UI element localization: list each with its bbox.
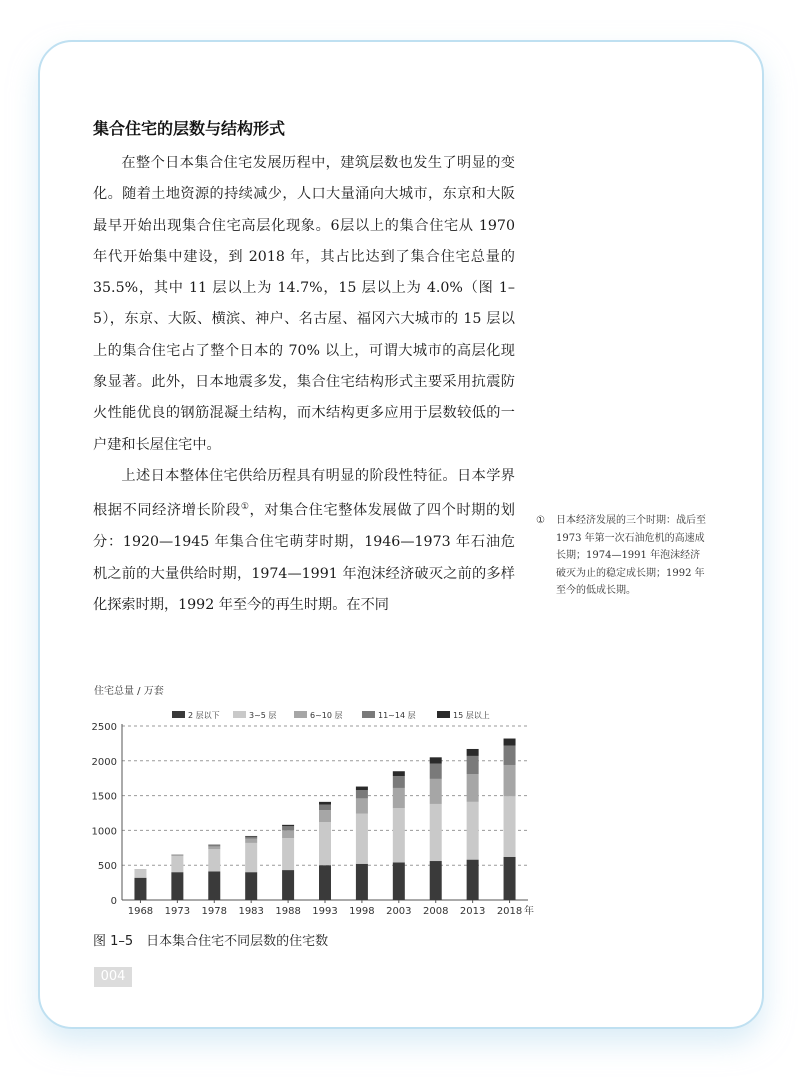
y-axis-label: 住宅总量 / 万套: [94, 686, 164, 697]
bar-segment: [430, 861, 442, 900]
bar-segment: [504, 796, 516, 857]
x-tick-label: 2003: [386, 906, 412, 917]
y-tick-label: 1500: [91, 791, 117, 803]
bar-segment: [319, 865, 331, 900]
chart-svg: [80, 678, 540, 928]
bar-segment: [319, 810, 331, 822]
bar-segment: [245, 872, 257, 900]
bar-segment: [393, 862, 405, 900]
bar-segment: [356, 787, 368, 790]
bar-segment: [171, 872, 183, 900]
legend-swatch: [294, 711, 307, 718]
section-heading: 集合住宅的层数与结构形式: [93, 119, 286, 138]
bar-segment: [467, 756, 479, 774]
bar-segment: [134, 870, 146, 878]
bar-segment: [504, 739, 516, 746]
bar-segment: [393, 771, 405, 776]
bar-segment: [282, 826, 294, 830]
footnote-text: 日本经济发展的三个时期：战后至 1973 年第一次石油危机的高速成长期；1974—1991 年泡沫经济破灭为止的稳定成长期；1992 年至今的低成长期。: [556, 515, 706, 596]
bar-segment: [430, 757, 442, 763]
bar-segment: [467, 860, 479, 900]
footnote-reference[interactable]: ①: [240, 502, 250, 513]
legend-label: 6~10 层: [310, 711, 343, 720]
bar-segment: [134, 869, 146, 870]
bar-segment: [467, 749, 479, 756]
bar-segment: [356, 864, 368, 900]
page-number: 004: [94, 967, 132, 987]
bar-segment: [171, 855, 183, 856]
legend-label: 3~5 层: [249, 711, 277, 720]
bar-segment: [319, 802, 331, 805]
bar-segment: [208, 845, 220, 846]
bar-segment: [208, 849, 220, 871]
bar-segment: [393, 808, 405, 862]
bar-segment: [504, 765, 516, 796]
x-tick-label: 1978: [201, 906, 227, 917]
footnote-mark: ①: [536, 515, 545, 526]
bar-segment: [356, 790, 368, 798]
x-tick-label: 1983: [238, 906, 264, 917]
body-text: [93, 148, 515, 621]
bar-segment: [319, 822, 331, 865]
x-tick-label: 2008: [423, 906, 449, 917]
bar-segment: [245, 836, 257, 837]
bar-segment: [467, 802, 479, 860]
legend-swatch: [172, 711, 185, 718]
x-tick-label: 1973: [164, 906, 191, 917]
paragraph-2-part-b: ，对集合住宅整体发展做了四个时期的划分：1920—1945 年集合住宅萌芽时期，1946—1973 年石油危机之前的大量供给时期，1974—1991 年泡沫经济破灭之前的多样化探索时期，1992 年至今的再生时期。在不同: [93, 503, 515, 613]
bar-segment: [430, 804, 442, 861]
bar-segment: [393, 776, 405, 788]
bar-segment: [245, 837, 257, 839]
stacked-bar-chart: [80, 678, 540, 928]
bar-segment: [208, 846, 220, 849]
bar-segment: [208, 871, 220, 900]
bar-segment: [504, 745, 516, 764]
y-tick-label: 0: [110, 896, 117, 907]
legend-label: 11~14 层: [378, 711, 416, 720]
legend-swatch: [437, 711, 450, 718]
legend-label: 2 层以下: [188, 711, 220, 720]
x-tick-label: 2013: [459, 906, 486, 917]
y-tick-label: 2500: [91, 722, 117, 733]
y-tick-label: 500: [97, 861, 117, 873]
bar-segment: [319, 805, 331, 811]
x-tick-label: 1968: [127, 906, 154, 917]
x-axis-unit: 年: [524, 906, 534, 917]
bar-segment: [282, 870, 294, 900]
bar-segment: [245, 839, 257, 843]
side-footnote: [536, 512, 706, 600]
paragraph-2-part-a: 上述日本整体住宅供给历程具有明显的阶段性特征。日本学界根据不同经济增长阶段: [93, 467, 515, 519]
x-tick-label: 1998: [349, 906, 375, 917]
bar-segment: [134, 878, 146, 900]
bar-segment: [393, 788, 405, 808]
bar-segment: [282, 825, 294, 826]
x-tick-label: 1993: [312, 906, 338, 917]
bar-segment: [467, 774, 479, 802]
bar-segment: [282, 830, 294, 838]
paragraph-2: [93, 461, 515, 621]
y-tick-label: 1000: [91, 826, 117, 838]
bar-segment: [356, 798, 368, 813]
bar-segment: [282, 838, 294, 870]
bar-segment: [245, 843, 257, 872]
bar-segment: [504, 857, 516, 900]
bar-segment: [430, 764, 442, 779]
x-tick-label: 1988: [275, 906, 301, 917]
legend-swatch: [233, 711, 246, 718]
bar-segment: [430, 779, 442, 804]
bar-segment: [171, 856, 183, 872]
paragraph-1: 在整个日本集合住宅发展历程中，建筑层数也发生了明显的变化。随着土地资源的持续减少，人口大量涌向大城市，东京和大阪最早开始出现集合住宅高层化现象。6层以上的集合住宅从 1970 年代开始集中建设，到 2018 年，其占比达到了集合住宅总量的 35.5%，其中 11 层以上为 14.7%，15 层以上为 4.0%（图 1–5），东京、大阪、横滨、神户、名古屋、福冈六大城市的 15 层以上的集合住宅占了整个日本的 70% 以上，可谓大城市的高层化现象显著。此外，日本地震多发，集合住宅结构形式主要采用抗震防火性能优良的钢筋混凝土结构，而木结构更多应用于层数较低的一户建和长屋住宅中。: [93, 155, 515, 453]
bar-segment: [356, 814, 368, 864]
legend-label: 15 层以上: [453, 711, 490, 720]
x-tick-label: 2018: [496, 906, 523, 917]
legend-swatch: [362, 711, 375, 718]
figure-caption: 图 1–5 日本集合住宅不同层数的住宅数: [93, 934, 329, 949]
y-tick-label: 2000: [91, 756, 117, 768]
